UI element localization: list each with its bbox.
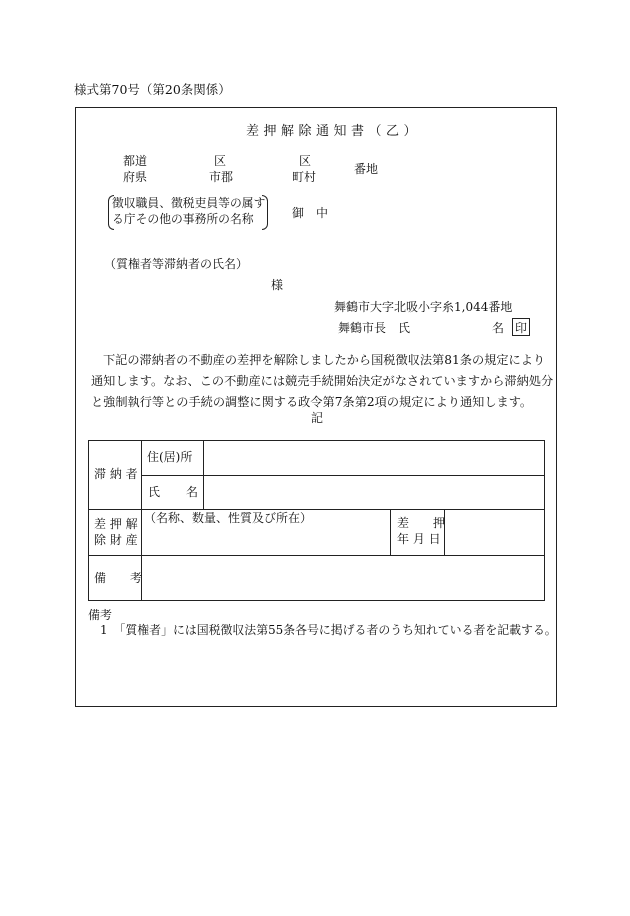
name-label-1: 氏 <box>148 485 161 499</box>
seizure-date-label-1: 差 押 <box>397 516 446 530</box>
address-label: 住(居)所 <box>147 450 193 464</box>
notes-item-1: 1 「質権者」には国税徴収法第55条各号に掲げる者のうち知れている者を記載する。 <box>100 623 557 637</box>
delinquent-label: 滞 納 者 <box>94 467 138 481</box>
table-line <box>88 600 545 601</box>
remarks-label: 備 考 <box>94 571 143 585</box>
body-line-3: と強制執行等との手続の調整に関する政令第7条第2項の規定により通知します。 <box>91 395 533 409</box>
name-label-2: 名 <box>186 485 199 499</box>
recipient-office-line2: る庁その他の事務所の名称 <box>112 212 254 226</box>
recipient-honorific: 御 中 <box>292 206 329 220</box>
address-ward2-2: 町村 <box>292 170 317 184</box>
table-line <box>88 440 545 441</box>
table-line <box>390 509 391 555</box>
body-line-1: 下記の滞納者の不動産の差押を解除しましたから国税徴収法第81条の規定により <box>103 353 546 367</box>
table-line <box>88 509 545 510</box>
table-line <box>88 555 545 556</box>
recipient-office-line1: 徴収職員、徴税吏員等の属す <box>112 196 266 210</box>
body-line-2: 通知します。なお、この不動産には競売手続開始決定がなされていますから滞納処分 <box>91 374 554 388</box>
pledgee-label: （質権者等滞納者の氏名） <box>104 257 249 271</box>
address-ward-2: 市郡 <box>209 170 234 184</box>
sender-name-label: 名 <box>492 321 505 335</box>
seal-box: 印 <box>512 318 530 336</box>
bracket-right <box>262 195 268 230</box>
table-line <box>544 440 545 601</box>
address-pref-1: 都道 <box>123 154 148 168</box>
sender-title: 舞鶴市長 氏 <box>338 321 411 335</box>
table-line <box>141 475 545 476</box>
property-label-1: 差 押 解 <box>94 517 138 531</box>
document-title: 差押解除通知書（乙） <box>246 124 422 139</box>
table-line <box>203 440 204 509</box>
property-hint: （名称、数量、性質及び所在） <box>144 511 313 525</box>
seizure-date-label-2: 年 月 日 <box>397 532 441 546</box>
address-ward2-1: 区 <box>299 154 312 168</box>
address-pref-2: 府県 <box>123 170 148 184</box>
property-label-2: 除 財 産 <box>94 533 138 547</box>
table-line <box>88 440 89 601</box>
address-ward-1: 区 <box>214 154 227 168</box>
form-number: 様式第70号（第20条関係） <box>74 82 231 97</box>
ki-label: 記 <box>311 411 324 425</box>
address-banchi: 番地 <box>354 162 379 176</box>
pledgee-honorific: 様 <box>271 278 284 292</box>
sender-address: 舞鶴市大字北吸小字糸1,044番地 <box>334 300 513 314</box>
notes-heading: 備考 <box>88 608 113 622</box>
